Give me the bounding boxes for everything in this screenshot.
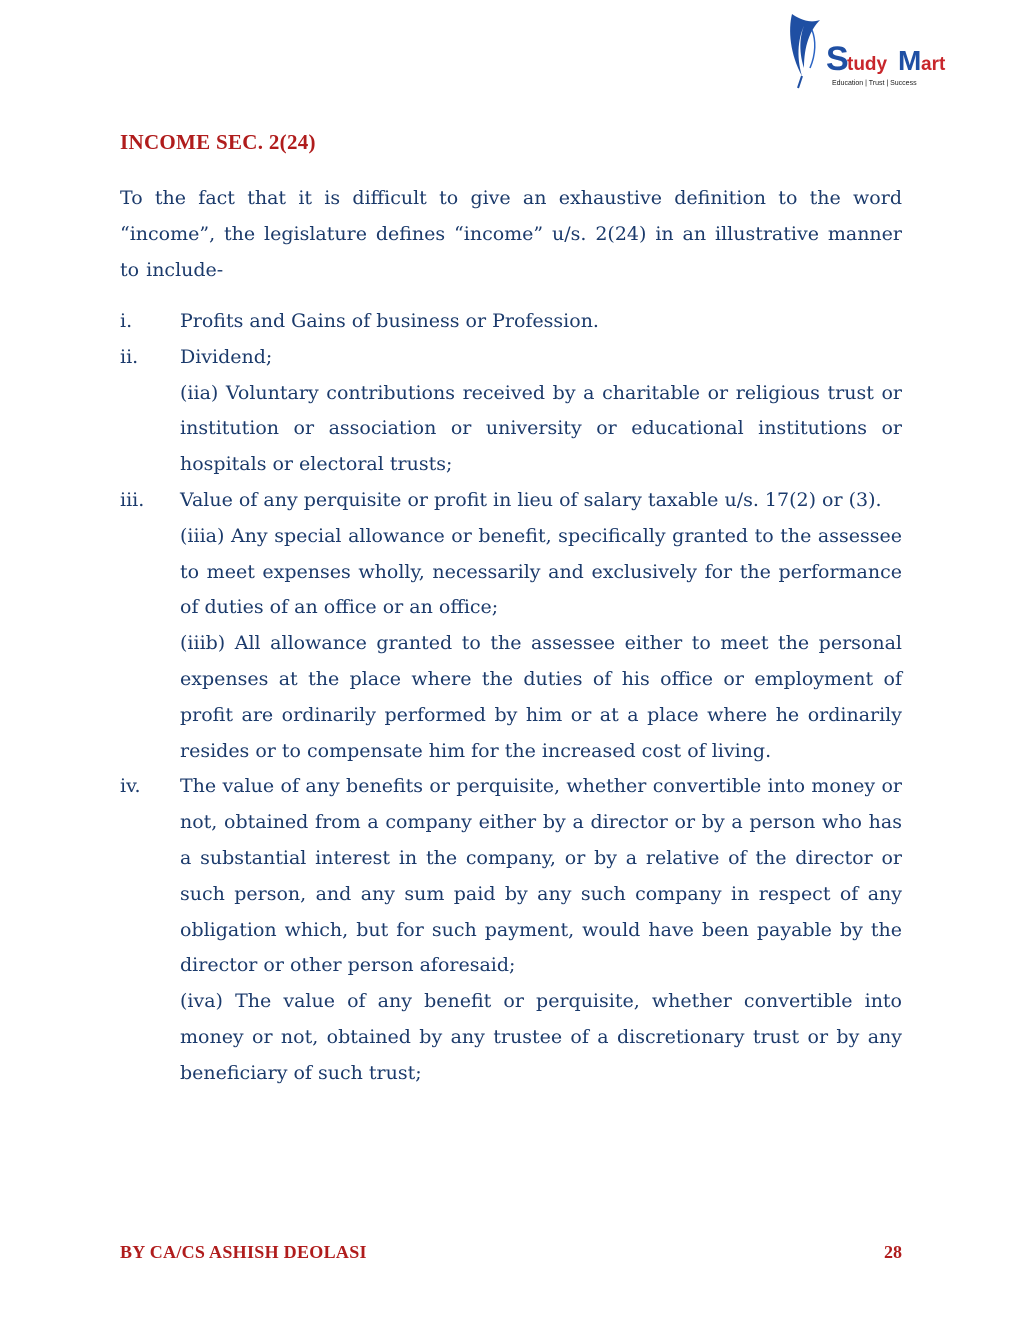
item-text: Dividend; bbox=[180, 345, 273, 368]
list-item bbox=[120, 769, 902, 1091]
page-number: 28 bbox=[884, 1242, 902, 1262]
item-number: iv. bbox=[120, 775, 141, 798]
svg-text:art: art bbox=[921, 54, 946, 75]
list-item bbox=[120, 304, 902, 340]
item-number: iii. bbox=[120, 488, 145, 511]
svg-text:Education | Trust | Success: Education | Trust | Success bbox=[832, 80, 917, 87]
list-item bbox=[120, 340, 902, 483]
svg-text:tudy: tudy bbox=[847, 54, 888, 75]
sub-item-text: (iiia) Any special allowance or benefit, specifically granted to the assessee to meet expenses wholly, necessarily and exclusively for the performance of duties of an office or an office; bbox=[180, 524, 902, 619]
item-text: Profits and Gains of business or Profession. bbox=[180, 310, 599, 332]
sub-item-text: (iiib) All allowance granted to the assessee either to meet the personal expenses at the place where the duties of his office or employment of profit are ordinarily performed by him or at a place where he ordinarily resides or to compensate him for the increased cost of living. bbox=[180, 632, 902, 762]
item-text: The value of any benefits or perquisite, whether convertible into money or not, obtained from a company either by a director or by a person who has a substantial interest in the company, or by a relative of the director or such person, and any sum paid by any such company in respect of any obligation which, but for such payment, would have been payable by the director or other person aforesaid; bbox=[180, 775, 902, 977]
quill-feather-icon bbox=[786, 10, 966, 92]
sub-item-text: (iva) The value of any benefit or perquisite, whether convertible into money or not, obtained by any trustee of a discretionary trust or by any beneficiary of such trust; bbox=[180, 990, 902, 1084]
list-item bbox=[120, 483, 902, 769]
svg-text:S: S bbox=[826, 40, 849, 78]
item-number: ii. bbox=[120, 345, 139, 368]
footer-author: BY CA/CS ASHISH DEOLASI bbox=[120, 1242, 367, 1262]
page-title: INCOME SEC. 2(24) bbox=[120, 130, 316, 154]
intro-paragraph: To the fact that it is difficult to give an exhaustive definition to the word “income”, the legislature defines “income” u/s. 2(24) in an illustrative manner to include- bbox=[120, 187, 902, 281]
svg-text:M: M bbox=[898, 45, 922, 76]
study-mart-logo bbox=[786, 10, 966, 92]
item-number: i. bbox=[120, 310, 133, 332]
income-list bbox=[120, 304, 902, 1092]
sub-item-text: (iia) Voluntary contributions received by a charitable or religious trust or institution or association or university or educational institutions or hospitals or electoral trusts; bbox=[180, 381, 902, 476]
item-text: Value of any perquisite or profit in lieu of salary taxable u/s. 17(2) or (3). bbox=[180, 488, 882, 511]
